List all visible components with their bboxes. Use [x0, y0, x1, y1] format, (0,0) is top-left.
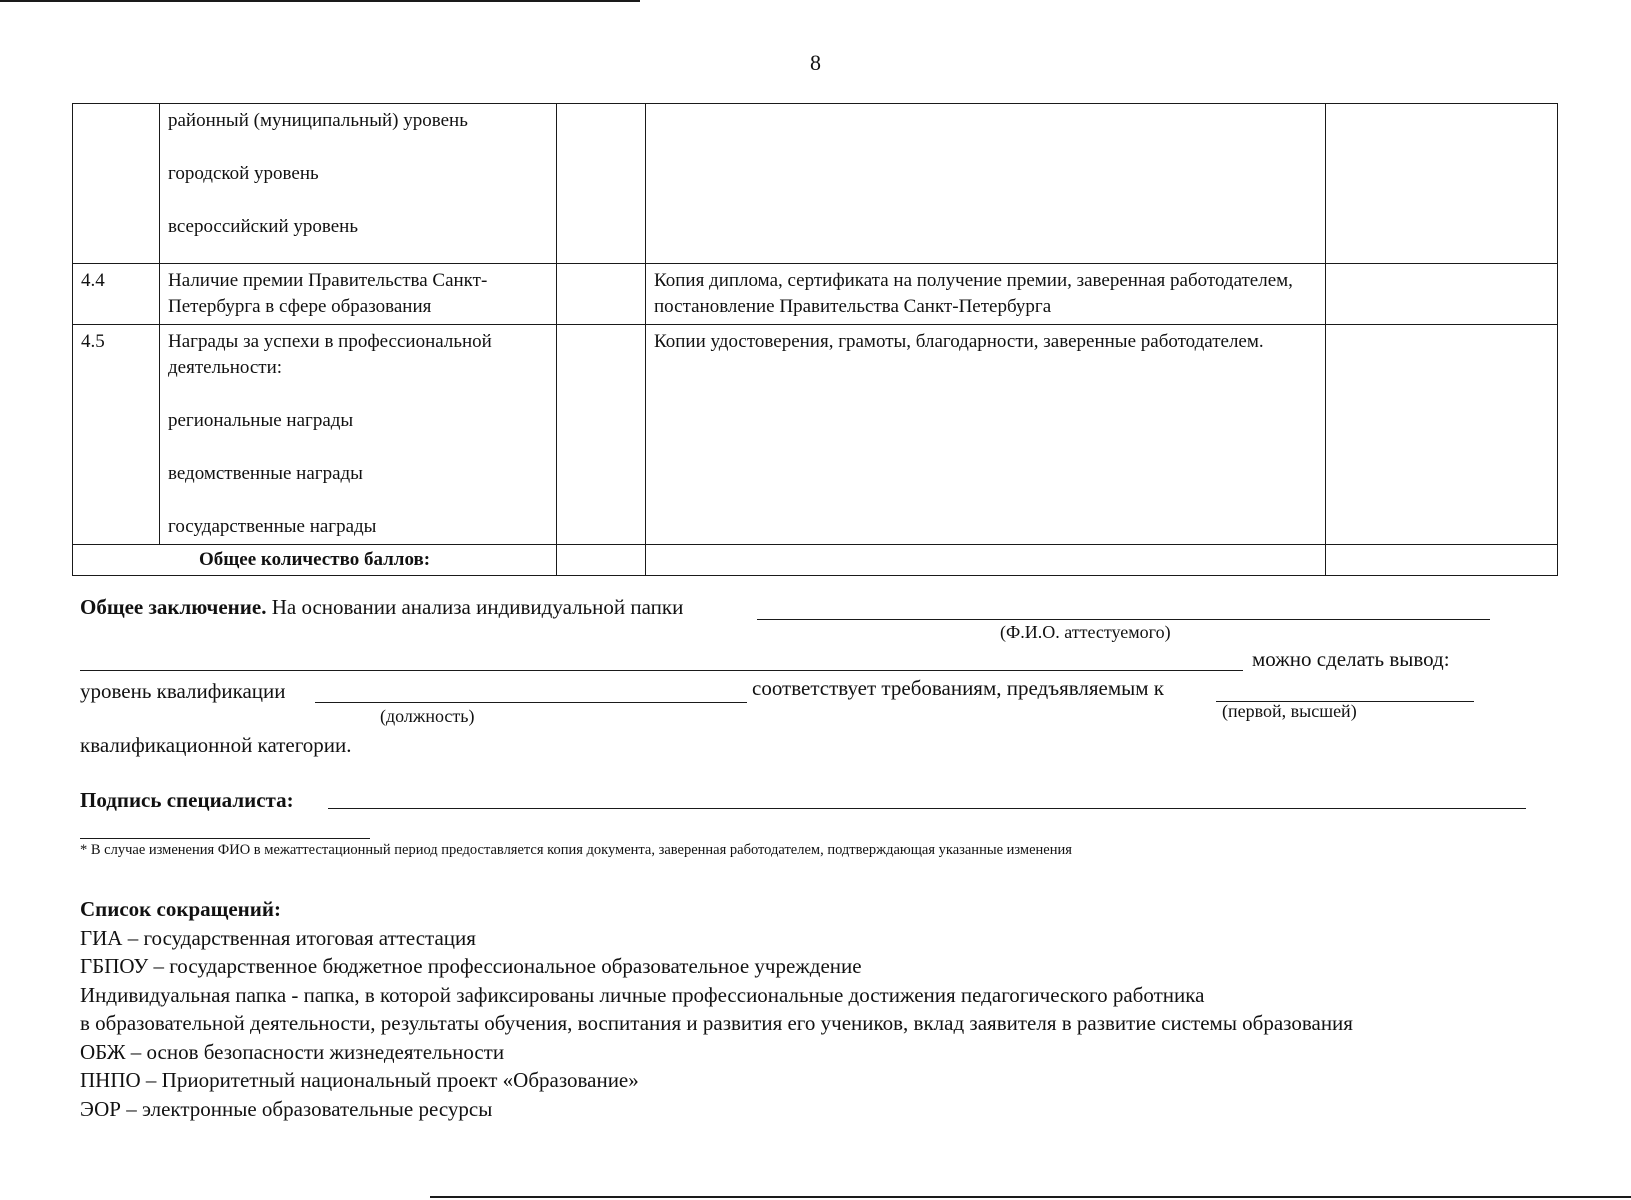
list-item: Индивидуальная папка - папка, в которой зафиксированы личные профессиональные достижения педагогического работника: [80, 982, 1205, 1007]
row-number: [73, 104, 160, 264]
level-label: уровень квалификации: [80, 679, 286, 703]
total-score-cell: [557, 545, 646, 576]
conclusion-tail: можно сделать вывод:: [1252, 647, 1450, 671]
row-number: 4.4: [73, 264, 160, 325]
signature-label: Подпись специалиста:: [80, 788, 294, 812]
criteria-line: городской уровень: [168, 163, 319, 184]
evidence-cell: Копия диплома, сертификата на получение премии, заверенная работодателем, постановление Правительства Санкт-Петербурга: [646, 264, 1326, 325]
criteria-line: государственные награды: [168, 516, 377, 537]
notes-cell: [1326, 325, 1558, 545]
criteria-line: Награды за успехи в профессиональной деятельности:: [168, 331, 492, 378]
evidence-cell: [646, 104, 1326, 264]
position-field[interactable]: [315, 680, 747, 703]
score-cell: [557, 104, 646, 264]
score-cell: [557, 325, 646, 545]
list-item: ЭОР – электронные образовательные ресурсы: [80, 1096, 493, 1121]
table-row: [73, 325, 1558, 545]
conclusion-text: На основании анализа индивидуальной папки: [271, 595, 684, 619]
fio-caption: (Ф.И.О. аттестуемого): [1000, 622, 1171, 642]
criteria-line: ведомственные награды: [168, 463, 363, 484]
criteria-line: региональные награды: [168, 410, 354, 431]
criteria-line: всероссийский уровень: [168, 216, 359, 237]
list-item: ГБПОУ – государственное бюджетное профессиональное образовательное учреждение: [80, 954, 862, 978]
notes-cell: [1326, 104, 1558, 264]
signature-field[interactable]: [328, 786, 1526, 809]
list-item: ОБЖ – основ безопасности жизнедеятельности: [80, 1039, 505, 1064]
category-field[interactable]: [1216, 679, 1474, 702]
abbreviations-title: Список сокращений:: [80, 897, 281, 921]
criteria-line: Наличие премии Правительства Санкт-Петербурга в сфере образования: [168, 270, 488, 317]
notes-cell: [1326, 264, 1558, 325]
criteria-cell: [160, 325, 557, 545]
criteria-line: районный (муниципальный) уровень: [168, 110, 468, 131]
total-label: Общее количество баллов:: [73, 545, 557, 576]
list-item: ПНПО – Приоритетный национальный проект «Образование»: [80, 1068, 639, 1092]
list-item: ГИА – государственная итоговая аттестация: [80, 925, 476, 950]
table-row: [73, 104, 1558, 264]
evidence-cell: Копии удостоверения, грамоты, благодарности, заверенные работодателем.: [646, 325, 1326, 545]
fio-field[interactable]: [757, 597, 1490, 620]
list-item: в образовательной деятельности, результаты обучения, воспитания и развития его учеников, вклад заявителя в развитие системы образования: [80, 1011, 1353, 1035]
table-row: [73, 264, 1558, 325]
category-text: квалификационной категории.: [80, 733, 352, 757]
top-scan-edge: [0, 0, 640, 2]
criteria-cell: [160, 104, 557, 264]
complies-text: соответствует требованиям, предъявляемым к: [752, 676, 1164, 700]
fio-continuation-field[interactable]: [80, 648, 1243, 671]
score-cell: [557, 264, 646, 325]
row-number: 4.5: [73, 325, 160, 545]
total-evidence-cell: [646, 545, 1326, 576]
footnote-separator: [80, 825, 370, 839]
position-caption: (должность): [380, 706, 475, 726]
criteria-table: [72, 103, 1558, 576]
conclusion-line-1: [80, 595, 683, 620]
page-number: 8: [810, 50, 821, 75]
abbreviations-list: [80, 895, 1353, 1123]
category-caption: (первой, высшей): [1222, 701, 1357, 721]
criteria-cell: [160, 264, 557, 325]
conclusion-title: Общее заключение.: [80, 595, 267, 619]
total-row: [73, 545, 1558, 576]
bottom-scan-edge: [430, 1196, 1631, 1198]
total-notes-cell: [1326, 545, 1558, 576]
footnote: * В случае изменения ФИО в межаттестационный период предоставляется копия документа, заверенная работодателем, подтверждающая указанные изменения: [80, 842, 1072, 858]
